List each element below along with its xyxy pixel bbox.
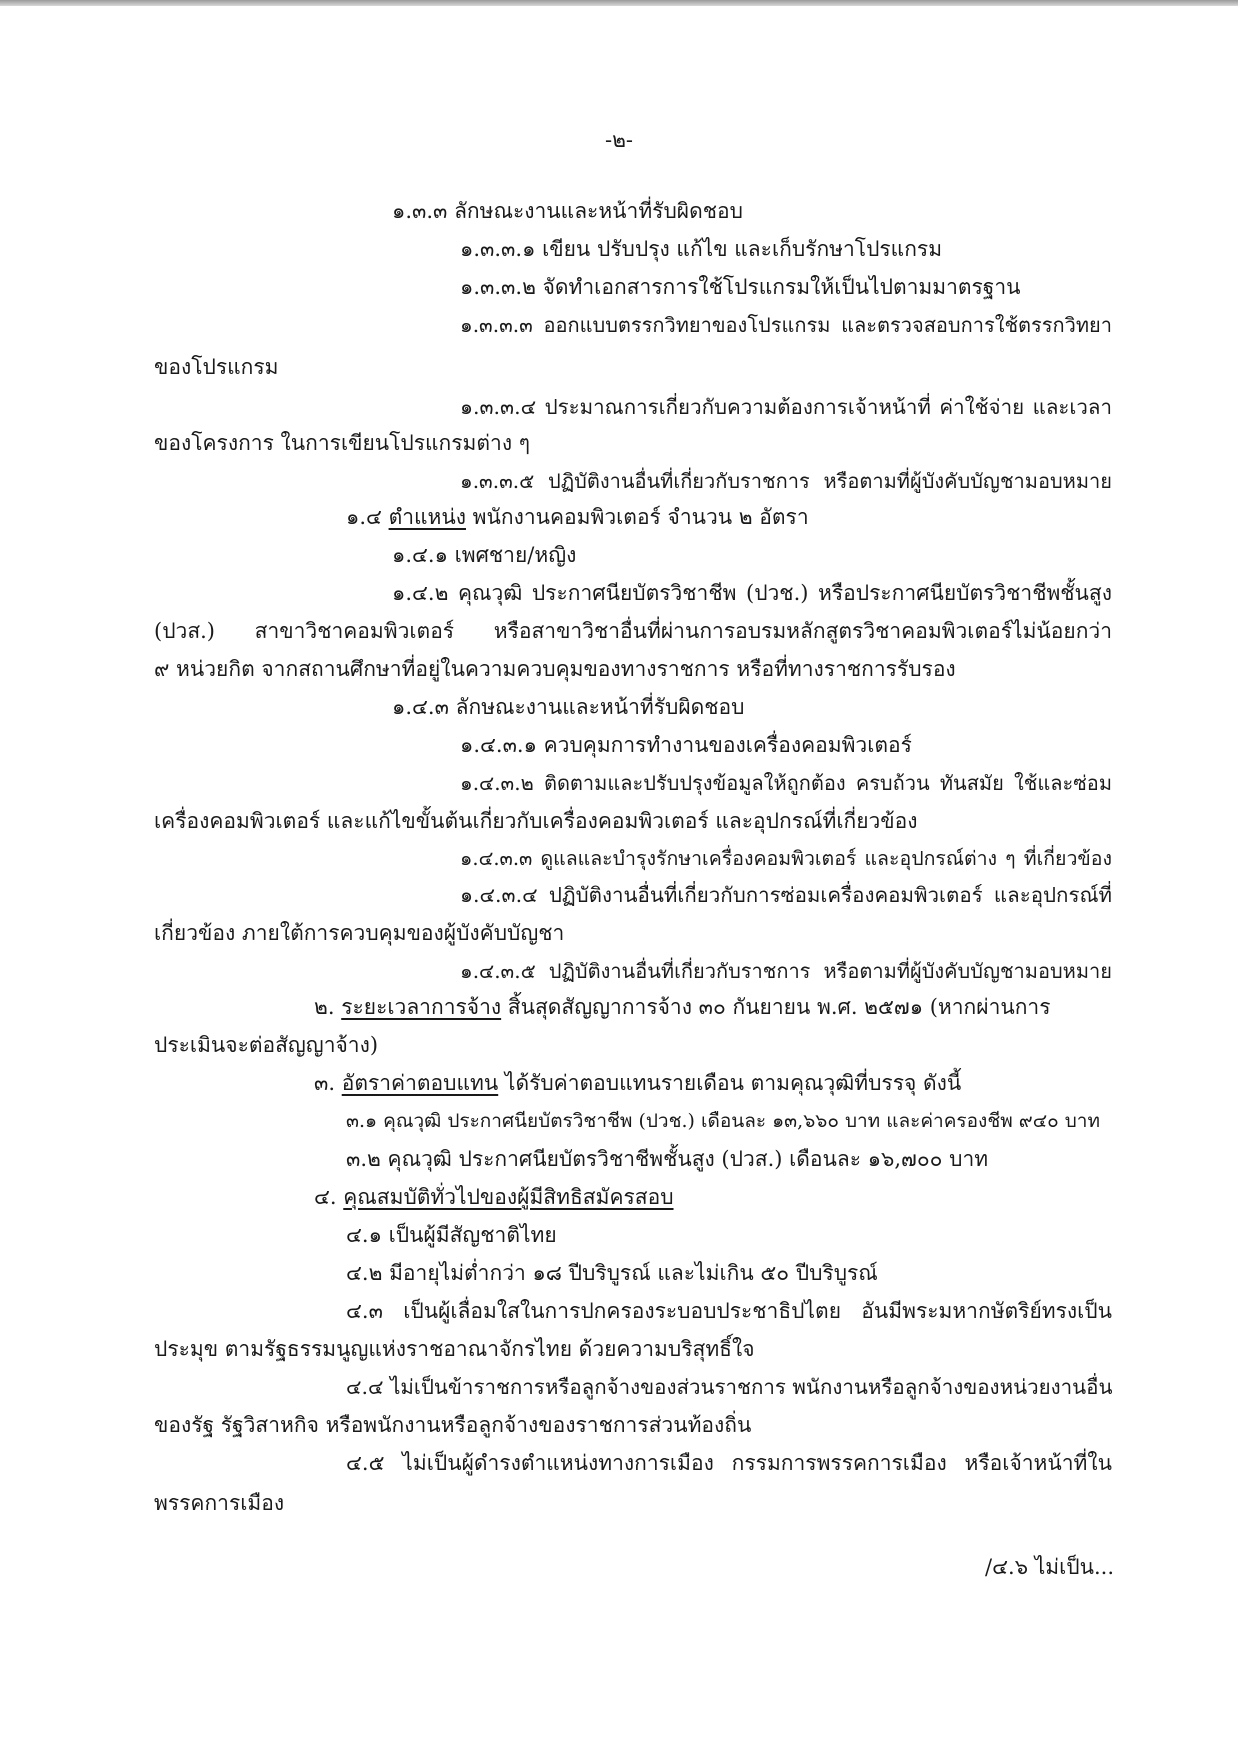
item-1-4-2: ๑.๔.๒ คุณวุฒิ ประกาศนียบัตรวิชาชีพ (ปวช.) หรือประกาศนียบัตรวิชาชีพชั้นสูง <box>392 581 1112 605</box>
item-1-3-3-3: ๑.๓.๓.๓ ออกแบบตรรกวิทยาของโปรแกรม และตรวจสอบการใช้ตรรกวิทยา <box>460 313 1112 337</box>
page-number: -๒- <box>604 128 634 152</box>
section-1-4-text: พนักงานคอมพิวเตอร์ จำนวน ๒ อัตรา <box>466 505 809 529</box>
item-4-5-cont: พรรคการเมือง <box>154 1491 285 1515</box>
section-4-heading <box>314 1178 1112 1216</box>
item-1-3-3-4: ๑.๓.๓.๔ ประมาณการเกี่ยวกับความต้องการเจ้าหน้าที่ ค่าใช้จ่าย และเวลา <box>460 395 1112 419</box>
item-1-3-3-3-cont: ของโปรแกรม <box>154 355 279 379</box>
item-1-4-2-cont-2: ๙ หน่วยกิต จากสถานศึกษาที่อยู่ในความควบคุมของทางราชการ หรือที่ทางราชการรับรอง <box>154 657 956 681</box>
item-4-3: ๔.๓ เป็นผู้เลื่อมใสในการปกครองระบอบประชาธิปไตย อันมีพระมหากษัตริย์ทรงเป็น <box>346 1299 1112 1323</box>
item-1-4-3-4-cont: เกี่ยวข้อง ภายใต้การควบคุมของผู้บังคับบัญชา <box>154 921 565 945</box>
section-3-text: ได้รับค่าตอบแทนรายเดือน ตามคุณวุฒิที่บรรจุ ดังนี้ <box>498 1071 962 1095</box>
section-1-4-heading <box>346 498 1106 536</box>
item-1-4-3-3: ๑.๔.๓.๓ ดูแลและบำรุงรักษาเครื่องคอมพิวเตอร์ และอุปกรณ์ต่าง ๆ ที่เกี่ยวข้อง <box>460 847 1112 870</box>
item-1-3-3-5: ๑.๓.๓.๕ ปฏิบัติงานอื่นที่เกี่ยวกับราชการ หรือตามที่ผู้บังคับบัญชามอบหมาย <box>460 469 1112 493</box>
item-4-3-cont: ประมุข ตามรัฐธรรมนูญแห่งราชอาณาจักรไทย ด้วยความบริสุทธิ์ใจ <box>154 1337 755 1361</box>
item-1-4-2-cont-1: (ปวส.) สาขาวิชาคอมพิวเตอร์ หรือสาขาวิชาอื่นที่ผ่านการอบรมหลักสูตรวิชาคอมพิวเตอร์ไม่น้อยกว่า <box>154 619 1112 643</box>
item-4-4-cont: ของรัฐ รัฐวิสาหกิจ หรือพนักงานหรือลูกจ้างของราชการส่วนท้องถิ่น <box>154 1413 752 1437</box>
item-1-3-3-2: ๑.๓.๓.๒ จัดทำเอกสารการใช้โปรแกรมให้เป็นไปตามมาตรฐาน <box>460 275 1021 299</box>
scan-edge <box>0 0 1238 6</box>
section-3-number: ๓. <box>314 1071 342 1095</box>
item-4-2: ๔.๒ มีอายุไม่ต่ำกว่า ๑๘ ปีบริบูรณ์ และไม่เกิน ๕๐ ปีบริบูรณ์ <box>346 1261 878 1285</box>
section-2-text: สิ้นสุดสัญญาการจ้าง ๓๐ กันยายน พ.ศ. ๒๕๗๑ (หากผ่านการ <box>501 995 1051 1019</box>
item-1-4-3-4: ๑.๔.๓.๔ ปฏิบัติงานอื่นที่เกี่ยวกับการซ่อมเครื่องคอมพิวเตอร์ และอุปกรณ์ที่ <box>460 883 1112 907</box>
item-1-4-3-2-cont: เครื่องคอมพิวเตอร์ และแก้ไขขั้นต้นเกี่ยวกับเครื่องคอมพิวเตอร์ และอุปกรณ์ที่เกี่ยวข้อง <box>154 809 918 833</box>
continuation-note: /๔.๖ ไม่เป็น... <box>985 1555 1114 1579</box>
item-1-4-3-2: ๑.๔.๓.๒ ติดตามและปรับปรุงข้อมูลให้ถูกต้อง ครบถ้วน ทันสมัย ใช้และซ่อม <box>460 771 1112 795</box>
section-1-4-3-heading: ๑.๔.๓ ลักษณะงานและหน้าที่รับผิดชอบ <box>392 695 745 719</box>
item-1-3-3-4-cont: ของโครงการ ในการเขียนโปรแกรมต่าง ๆ <box>154 431 531 455</box>
section-3-label: อัตราค่าตอบแทน <box>341 1071 499 1095</box>
section-1-3-3-heading: ๑.๓.๓ ลักษณะงานและหน้าที่รับผิดชอบ <box>392 199 743 223</box>
item-1-4-3-5: ๑.๔.๓.๕ ปฏิบัติงานอื่นที่เกี่ยวกับราชการ หรือตามที่ผู้บังคับบัญชามอบหมาย <box>460 959 1112 983</box>
section-1-4-label: ตำแหน่ง <box>388 505 466 529</box>
item-1-3-3-1: ๑.๓.๓.๑ เขียน ปรับปรุง แก้ไข และเก็บรักษาโปรแกรม <box>460 237 943 261</box>
section-2-number: ๒. <box>314 995 342 1019</box>
section-3-heading <box>314 1064 1112 1102</box>
item-4-4: ๔.๔ ไม่เป็นข้าราชการหรือลูกจ้างของส่วนราชการ พนักงานหรือลูกจ้างของหน่วยงานอื่น <box>346 1375 1112 1399</box>
item-4-5: ๔.๕ ไม่เป็นผู้ดำรงตำแหน่งทางการเมือง กรรมการพรรคการเมือง หรือเจ้าหน้าที่ใน <box>346 1451 1112 1475</box>
section-2-heading <box>314 988 1112 1026</box>
item-3-2: ๓.๒ คุณวุฒิ ประกาศนียบัตรวิชาชีพชั้นสูง (ปวส.) เดือนละ ๑๖,๗๐๐ บาท <box>346 1147 989 1171</box>
section-4-number: ๔. <box>314 1185 344 1209</box>
item-4-1: ๔.๑ เป็นผู้มีสัญชาติไทย <box>346 1223 557 1247</box>
section-4-label: คุณสมบัติทั่วไปของผู้มีสิทธิสมัครสอบ <box>343 1185 674 1209</box>
item-3-1: ๓.๑ คุณวุฒิ ประกาศนียบัตรวิชาชีพ (ปวช.) เดือนละ ๑๓,๖๖๐ บาท และค่าครองชีพ ๙๔๐ บาท <box>346 1110 1100 1132</box>
item-1-4-3-1: ๑.๔.๓.๑ ควบคุมการทำงานของเครื่องคอมพิวเตอร์ <box>460 733 912 757</box>
section-2-cont: ประเมินจะต่อสัญญาจ้าง) <box>154 1033 379 1057</box>
section-1-4-number: ๑.๔ <box>346 505 389 529</box>
item-1-4-1: ๑.๔.๑ เพศชาย/หญิง <box>392 543 577 567</box>
section-2-label: ระยะเวลาการจ้าง <box>341 995 502 1019</box>
